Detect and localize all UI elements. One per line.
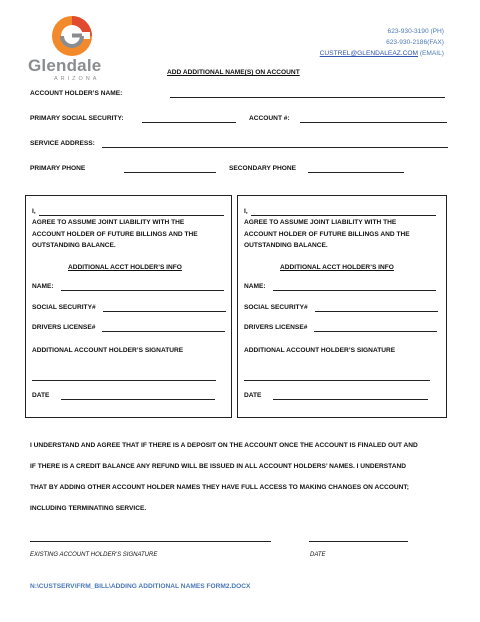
panel-info-title: ADDITIONAL ACCT HOLDER’S INFO: [68, 264, 182, 271]
agreement-line-1: I UNDERSTAND AND AGREE THAT IF THERE IS A DEPOSIT ON THE ACCOUNT ONCE THE ACCOUNT IS FINALED OUT AND: [30, 442, 418, 449]
additional-holder-panel-right: [237, 195, 447, 418]
panel-agree-1: AGREE TO ASSUME JOINT LIABILITY WITH THE: [244, 219, 397, 226]
agreement-line-3: THAT BY ADDING OTHER ACCOUNT HOLDER NAMES THEY HAVE FULL ACCESS TO MAKING CHANGES ON ACCOUNT;: [30, 484, 409, 491]
panel-agree-3: OUTSTANDING BALANCE.: [244, 242, 328, 249]
primary-phone-field[interactable]: [124, 172, 216, 173]
panel-agree-2: ACCOUNT HOLDER OF FUTURE BILLINGS AND THE: [32, 231, 198, 238]
panel-signature-field[interactable]: [244, 380, 430, 381]
panel-date-label: DATE: [244, 392, 262, 399]
account-number-label: ACCOUNT #:: [249, 115, 290, 122]
panel-dl-label: DRIVERS LICENSE#: [32, 324, 96, 331]
panel-i-label: I,: [32, 208, 36, 215]
panel-ssn-label: SOCIAL SECURITY#: [32, 304, 96, 311]
additional-holder-panel-left: [25, 195, 232, 418]
logo-subtext: ARIZONA: [54, 76, 100, 82]
contact-fax: 623-930-2186(FAX): [386, 39, 444, 46]
panel-signature-label: ADDITIONAL ACCOUNT HOLDER’S SIGNATURE: [244, 347, 396, 354]
panel-dl-field[interactable]: [102, 331, 225, 332]
primary-ssn-label: PRIMARY SOCIAL SECURITY:: [30, 115, 124, 122]
panel-i-field[interactable]: [251, 215, 436, 216]
panel-i-label: I,: [244, 208, 248, 215]
panel-dl-label: DRIVERS LICENSE#: [244, 324, 308, 331]
contact-phone: 623-930-3190 (PH): [387, 28, 444, 35]
existing-date-label: DATE: [310, 552, 326, 558]
panel-date-label: DATE: [32, 392, 50, 399]
service-address-label: SERVICE ADDRESS:: [30, 140, 95, 147]
panel-name-field[interactable]: [61, 290, 224, 291]
panel-agree-2: ACCOUNT HOLDER OF FUTURE BILLINGS AND THE: [244, 231, 410, 238]
account-number-field[interactable]: [300, 122, 447, 123]
panel-date-field[interactable]: [61, 399, 215, 400]
existing-signature-field[interactable]: [30, 541, 271, 542]
panel-name-label: NAME:: [32, 283, 54, 290]
logo-wordmark: Glendale: [28, 56, 102, 75]
secondary-phone-field[interactable]: [308, 172, 404, 173]
file-path: N:\CUSTSERV\FRM_BILL\ADDING ADDITIONAL NAMES FORM2.DOCX: [30, 583, 251, 590]
panel-agree-1: AGREE TO ASSUME JOINT LIABILITY WITH THE: [32, 219, 185, 226]
secondary-phone-label: SECONDARY PHONE: [229, 165, 297, 172]
panel-name-label: NAME:: [244, 283, 266, 290]
contact-email-link[interactable]: CUSTREL@GLENDALEAZ.COM: [319, 50, 418, 57]
account-holder-label: ACCOUNT HOLDER’S NAME:: [30, 90, 123, 97]
agreement-line-2: IF THERE IS A CREDIT BALANCE ANY REFUND WILL BE ISSUED IN ALL ACCOUNT HOLDERS’ NAMES. I UNDERSTAND: [30, 463, 406, 470]
primary-phone-label: PRIMARY PHONE: [30, 165, 86, 172]
existing-signature-label: EXISTING ACCOUNT HOLDER’S SIGNATURE: [30, 552, 158, 558]
contact-email-row: [320, 50, 444, 57]
panel-date-field[interactable]: [273, 399, 428, 400]
glendale-logo: [28, 12, 138, 80]
panel-name-field[interactable]: [273, 290, 436, 291]
panel-ssn-field[interactable]: [103, 311, 226, 312]
panel-ssn-field[interactable]: [315, 311, 438, 312]
service-address-field[interactable]: [102, 147, 448, 148]
existing-date-field[interactable]: [309, 541, 408, 542]
panel-info-title: ADDITIONAL ACCT HOLDER’S INFO: [280, 264, 394, 271]
panel-signature-label: ADDITIONAL ACCOUNT HOLDER’S SIGNATURE: [32, 347, 184, 354]
panel-agree-3: OUTSTANDING BALANCE.: [32, 242, 116, 249]
panel-i-field[interactable]: [39, 215, 224, 216]
contact-email-suffix: (EMAIL): [419, 50, 444, 57]
primary-ssn-field[interactable]: [142, 122, 236, 123]
agreement-line-4: INCLUDING TERMINATING SERVICE.: [30, 505, 147, 512]
form-title: ADD ADDITIONAL NAME(S) ON ACCOUNT: [167, 69, 300, 76]
panel-signature-field[interactable]: [32, 380, 216, 381]
panel-ssn-label: SOCIAL SECURITY#: [244, 304, 308, 311]
panel-dl-field[interactable]: [314, 331, 437, 332]
account-holder-field[interactable]: [170, 97, 445, 98]
